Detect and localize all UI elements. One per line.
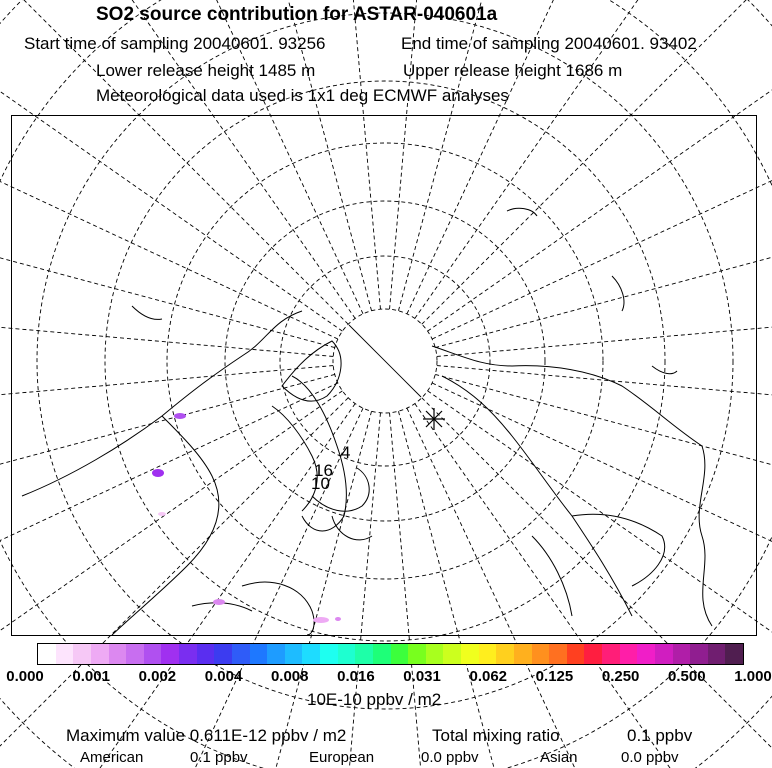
color-swatch bbox=[602, 644, 620, 664]
color-scale-tick-label: 0.004 bbox=[204, 668, 243, 685]
end-time-text: End time of sampling 20040601. 93402 bbox=[401, 34, 697, 53]
color-swatch bbox=[250, 644, 268, 664]
color-swatch bbox=[320, 644, 338, 664]
color-scale-tick-label: 0.016 bbox=[337, 668, 375, 685]
color-swatch bbox=[567, 644, 585, 664]
color-scale-bar bbox=[37, 643, 744, 665]
color-scale-tick-label: 0.000 bbox=[6, 668, 44, 685]
release-marker-asterisk bbox=[423, 408, 445, 430]
color-scale-tick-label: 0.002 bbox=[138, 668, 177, 685]
color-scale-tick-label: 0.250 bbox=[601, 668, 640, 685]
color-swatch bbox=[514, 644, 532, 664]
color-swatch bbox=[391, 644, 409, 664]
european-value: 0.0 ppbv bbox=[421, 749, 479, 766]
color-swatch bbox=[267, 644, 285, 664]
color-swatch bbox=[620, 644, 638, 664]
color-scale-tick-label: 0.031 bbox=[403, 668, 441, 685]
upper-height-text: Upper release height 1686 m bbox=[403, 61, 623, 80]
color-swatch bbox=[91, 644, 109, 664]
color-swatch bbox=[355, 644, 373, 664]
color-swatch bbox=[338, 644, 356, 664]
color-swatch bbox=[708, 644, 726, 664]
met-data-text: Meteorological data used is 1x1 deg ECMWF analyses bbox=[96, 86, 509, 105]
color-swatch bbox=[443, 644, 461, 664]
start-time-text: Start time of sampling 20040601. 93256 bbox=[24, 34, 326, 53]
color-swatch bbox=[690, 644, 708, 664]
total-mixing-label: Total mixing ratio bbox=[432, 726, 560, 745]
color-swatch bbox=[302, 644, 320, 664]
color-scale-tick-label: 0.001 bbox=[72, 668, 110, 685]
asian-value: 0.0 ppbv bbox=[621, 749, 679, 766]
color-swatch bbox=[549, 644, 567, 664]
color-swatch bbox=[532, 644, 550, 664]
color-swatch bbox=[144, 644, 162, 664]
color-swatch bbox=[214, 644, 232, 664]
color-scale-tick-label: 0.500 bbox=[668, 668, 706, 685]
concentration-spots bbox=[152, 413, 341, 623]
color-swatch bbox=[408, 644, 426, 664]
color-swatch bbox=[655, 644, 673, 664]
american-value: 0.1 ppbv bbox=[190, 749, 248, 766]
color-swatch bbox=[373, 644, 391, 664]
color-swatch bbox=[637, 644, 655, 664]
map-title: SO2 source contribution for ASTAR-040601a bbox=[96, 4, 498, 25]
european-label: European bbox=[309, 749, 375, 766]
color-swatch bbox=[126, 644, 144, 664]
color-swatch bbox=[285, 644, 303, 664]
color-scale-tick-label: 1.000 bbox=[734, 668, 772, 685]
color-swatch bbox=[232, 644, 250, 664]
color-swatch bbox=[56, 644, 74, 664]
color-swatch bbox=[197, 644, 215, 664]
color-swatch bbox=[179, 644, 197, 664]
color-swatch bbox=[426, 644, 444, 664]
color-swatch bbox=[479, 644, 497, 664]
lower-height-text: Lower release height 1485 m bbox=[96, 61, 316, 80]
color-swatch bbox=[725, 644, 743, 664]
color-swatch bbox=[161, 644, 179, 664]
asian-label: Asian bbox=[540, 749, 578, 766]
coastlines bbox=[22, 208, 712, 635]
color-swatch bbox=[673, 644, 691, 664]
max-value-text: Maximum value 0.611E-12 ppbv / m2 bbox=[66, 726, 347, 745]
color-swatch bbox=[109, 644, 127, 664]
american-label: American bbox=[80, 749, 144, 766]
contour-label-10: 10 bbox=[311, 474, 330, 493]
color-swatch bbox=[496, 644, 514, 664]
color-swatch bbox=[584, 644, 602, 664]
polar-map bbox=[11, 115, 757, 636]
contour-label-4: 4 bbox=[341, 443, 351, 462]
color-swatch bbox=[461, 644, 479, 664]
total-mixing-value: 0.1 ppbv bbox=[627, 726, 693, 745]
contour-label-16: 16 bbox=[314, 461, 333, 480]
color-swatch bbox=[38, 644, 56, 664]
color-scale-tick-label: 0.125 bbox=[535, 668, 574, 685]
color-swatch bbox=[73, 644, 91, 664]
unit-label: 10E-10 ppbv / m2 bbox=[307, 690, 442, 709]
color-scale-tick-label: 0.008 bbox=[270, 668, 309, 685]
color-scale-tick-label: 0.062 bbox=[469, 668, 508, 685]
